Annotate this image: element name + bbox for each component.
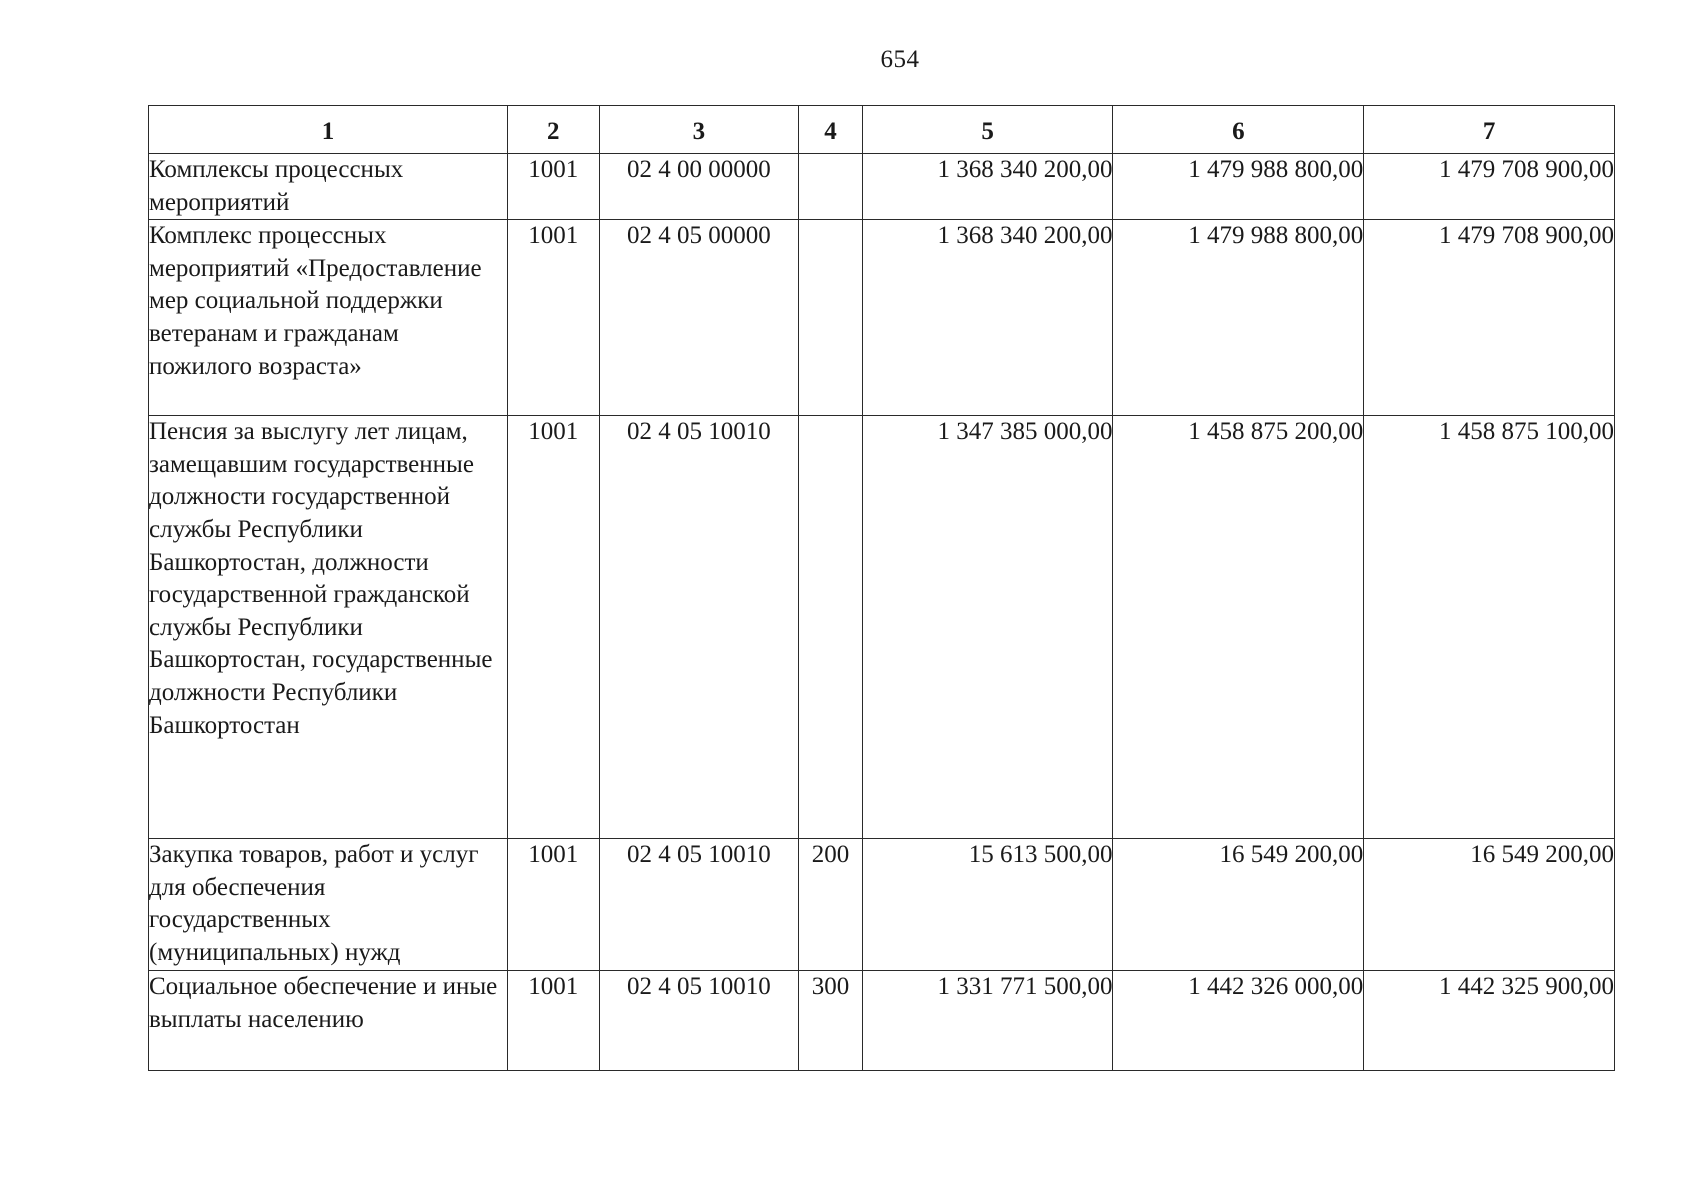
row-amount-2: 16 549 200,00	[1113, 839, 1364, 971]
row-target: 02 4 05 10010	[599, 971, 799, 1071]
header-col-3: 3	[599, 106, 799, 154]
row-amount-3: 16 549 200,00	[1364, 839, 1615, 971]
row-amount-1: 1 368 340 200,00	[862, 154, 1113, 220]
header-col-6: 6	[1113, 106, 1364, 154]
row-section: 1001	[507, 839, 599, 971]
header-col-4: 4	[799, 106, 862, 154]
row-amount-3: 1 479 708 900,00	[1364, 154, 1615, 220]
row-section: 1001	[507, 416, 599, 839]
row-name: Комплексы процессных мероприятий	[149, 154, 508, 220]
row-amount-1: 1 368 340 200,00	[862, 220, 1113, 416]
row-expense-type	[799, 154, 862, 220]
header-row	[149, 106, 1615, 154]
row-target: 02 4 05 10010	[599, 416, 799, 839]
row-target: 02 4 05 10010	[599, 839, 799, 971]
row-amount-2: 1 479 988 800,00	[1113, 154, 1364, 220]
row-expense-type: 300	[799, 971, 862, 1071]
page-number: 654	[880, 46, 920, 73]
row-amount-2: 1 442 326 000,00	[1113, 971, 1364, 1071]
table-row	[149, 154, 1615, 220]
row-section: 1001	[507, 220, 599, 416]
table-row	[149, 220, 1615, 416]
row-expense-type	[799, 416, 862, 839]
header-col-1: 1	[149, 106, 508, 154]
row-amount-1: 1 331 771 500,00	[862, 971, 1113, 1071]
row-amount-3: 1 442 325 900,00	[1364, 971, 1615, 1071]
row-amount-3: 1 479 708 900,00	[1364, 220, 1615, 416]
row-amount-1: 15 613 500,00	[862, 839, 1113, 971]
table-row	[149, 416, 1615, 839]
row-expense-type: 200	[799, 839, 862, 971]
row-section: 1001	[507, 154, 599, 220]
row-amount-1: 1 347 385 000,00	[862, 416, 1113, 839]
row-name: Социальное обеспечение и иные выплаты населению	[149, 971, 508, 1071]
table-row	[149, 971, 1615, 1071]
row-amount-2: 1 479 988 800,00	[1113, 220, 1364, 416]
header-col-7: 7	[1364, 106, 1615, 154]
header-col-5: 5	[862, 106, 1113, 154]
row-name: Закупка товаров, работ и услуг для обеспечения государственных (муниципальных) нужд	[149, 839, 508, 971]
row-section: 1001	[507, 971, 599, 1071]
row-target: 02 4 00 00000	[599, 154, 799, 220]
row-name: Пенсия за выслугу лет лицам, замещавшим государственные должности государственной службы Республики Башкортостан, должности государственной гражданской службы Республики Башкортостан, государственные должности Республики Башкортостан	[149, 416, 508, 839]
row-amount-2: 1 458 875 200,00	[1113, 416, 1364, 839]
row-target: 02 4 05 00000	[599, 220, 799, 416]
budget-table	[148, 105, 1615, 1071]
row-amount-3: 1 458 875 100,00	[1364, 416, 1615, 839]
table-row	[149, 839, 1615, 971]
header-col-2: 2	[507, 106, 599, 154]
row-expense-type	[799, 220, 862, 416]
row-name: Комплекс процессных мероприятий «Предоставление мер социальной поддержки ветеранам и гражданам пожилого возраста»	[149, 220, 508, 416]
